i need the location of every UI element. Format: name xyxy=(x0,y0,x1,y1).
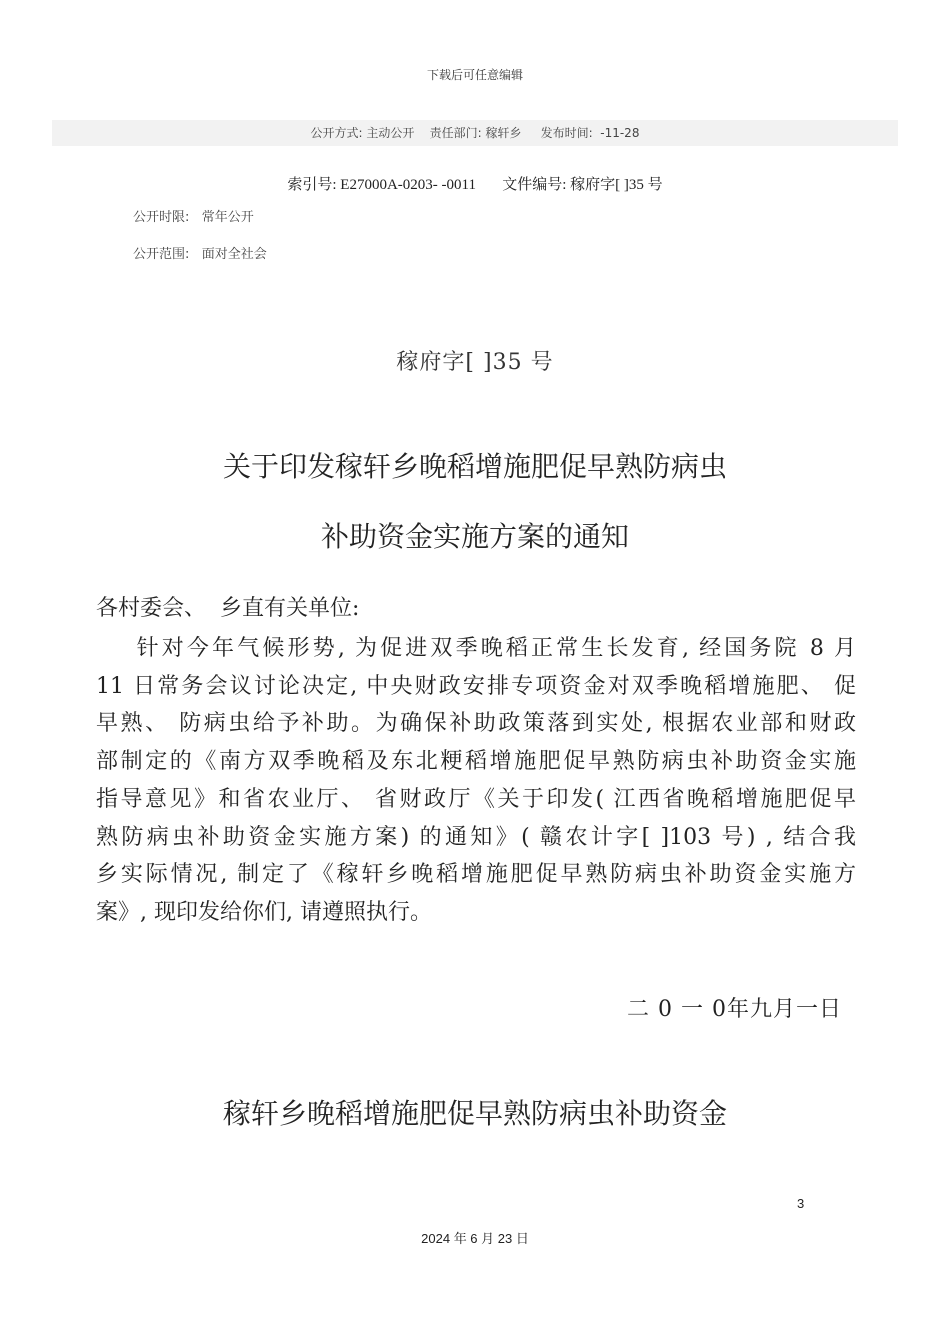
document-title-line-1: 关于印发稼轩乡晚稻增施肥促早熟防病虫 xyxy=(222,450,727,483)
page-number: 3 xyxy=(797,1196,805,1211)
body-line: 早熟、 防病虫给予补助。为确保补助政策落到实处, 根据农业部和财政 xyxy=(96,711,856,737)
body-line: 熟防病虫补助资金实施方案) 的通知》( 赣农计字[ ]103 号) , 结合我 xyxy=(96,824,856,850)
footer-date: 2024 年 6 月 23 日 xyxy=(421,1231,529,1246)
disclosure-scope: 公开范围: 面对全社会 xyxy=(133,247,267,262)
issue-date: 二 0 一 0年九月一日 xyxy=(627,997,842,1022)
body-line: 乡实际情况, 制定了《稼轩乡晚稻增施肥促早熟防病虫补助资金实施方 xyxy=(96,862,856,888)
index-number-line: 索引号: E27000A-0203- -0011 文件编号: 稼府字[ ]35 号 xyxy=(287,177,663,193)
disclosure-period: 公开时限: 常年公开 xyxy=(133,210,254,225)
document-title-line-2: 补助资金实施方案的通知 xyxy=(320,520,629,553)
body-paragraph xyxy=(96,630,856,932)
header-note: 下载后可任意编辑 xyxy=(426,68,523,82)
body-line: 部制定的《南方双季晚稻及东北粳稻增施肥促早熟防病虫补助资金实施 xyxy=(96,749,856,775)
section-title: 稼轩乡晚稻增施肥促早熟防病虫补助资金 xyxy=(222,1097,727,1130)
body-line: 案》, 现印发给你们, 请遵照执行。 xyxy=(96,899,432,925)
body-line: 针对今年气候形势, 为促进双季晚稻正常生长发育, 经国务院 8 月 xyxy=(96,636,856,661)
addressee: 各村委会、 乡直有关单位: xyxy=(96,596,360,621)
publication-info-bar: 公开方式: 主动公开 责任部门: 稼轩乡 发布时间: -11-28 xyxy=(52,120,898,146)
body-line: 指导意见》和省农业厅、 省财政厅《关于印发( 江西省晚稻增施肥促早 xyxy=(96,786,856,812)
body-line: 11 日常务会议讨论决定, 中央财政安排专项资金对双季晚稻增施肥、 促 xyxy=(96,673,856,699)
document-number: 稼府字[ ]35 号 xyxy=(396,350,554,375)
